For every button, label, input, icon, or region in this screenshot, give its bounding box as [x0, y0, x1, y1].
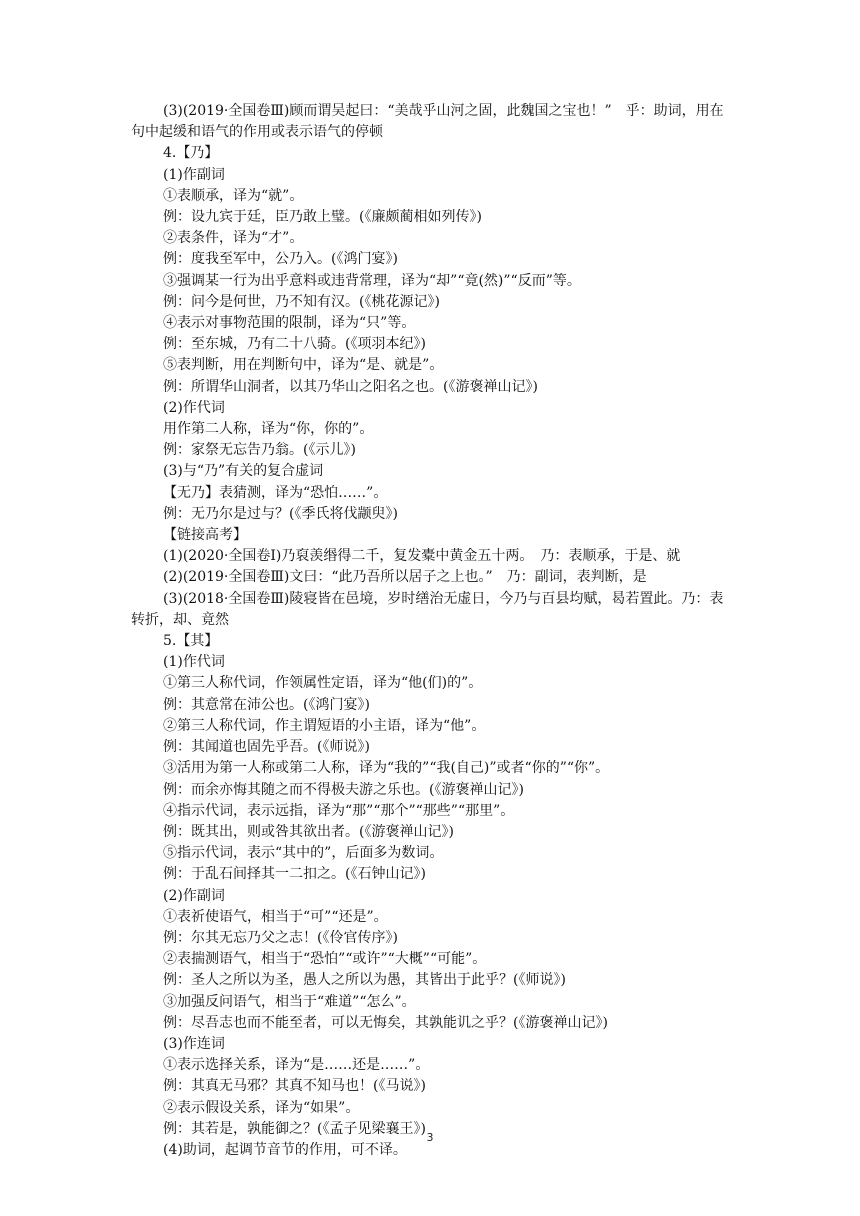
text-line: 4.【乃】: [163, 145, 219, 162]
text-line: (3)与“乃”有关的复合虚词: [163, 463, 324, 480]
text-line: 例：其意常在沛公也。(《鸿门宴》): [163, 696, 370, 713]
text-line: (2)(2019·全国卷Ⅲ)文曰：“此乃吾所以居子之上也。” 乃：副词，表判断，是: [163, 569, 647, 586]
text-line: (4)助词，起调节音节的作用，可不译。: [163, 1141, 407, 1158]
text-line: 【无乃】表猜测，译为“恐怕……”。: [163, 484, 388, 501]
text-line: 例：至东城，乃有二十八骑。(《项羽本纪》): [163, 336, 426, 353]
text-line: ①表祈使语气，相当于“可”“还是”。: [163, 908, 388, 925]
text-line: ②表条件，译为“才”。: [163, 230, 304, 247]
text-line: (2)作代词: [163, 399, 225, 416]
text-line: 例：家祭无忘告乃翁。(《示儿》): [163, 442, 356, 459]
text-line: 例：既其出，则或咎其欲出者。(《游褒禅山记》): [163, 823, 454, 840]
text-line: ①表示选择关系，译为“是……还是……”。: [163, 1057, 430, 1074]
text-line: (2)作副词: [163, 887, 225, 904]
text-line: ③强调某一行为出乎意料或违背常理，译为“却”“竟(然)”“反而”等。: [163, 272, 581, 289]
text-line: 用作第二人称，译为“你，你的”。: [163, 421, 374, 438]
text-line: ③加强反问语气，相当于“难道”“怎么”。: [163, 993, 416, 1010]
text-line: 例：设九宾于廷，臣乃敢上璧。(《廉颇蔺相如列传》): [163, 209, 482, 226]
text-line: 例：尽吾志也而不能至者，可以无悔矣，其孰能讥之乎？(《游褒禅山记》): [163, 1014, 608, 1031]
text-line: ④表示对事物范围的限制，译为“只”等。: [163, 315, 416, 332]
text-line: 例：度我至军中，公乃入。(《鸿门宴》): [163, 251, 398, 268]
text-line: 例：无乃尔是过与？(《季氏将伐颛臾》): [163, 505, 398, 522]
text-line: 例：于乱石间择其一二扣之。(《石钟山记》): [163, 866, 426, 883]
text-line: (3)(2019·全国卷Ⅲ)顾而谓吴起曰：“美哉乎山河之固，此魏国之宝也！” 乎：助词，用在句中起缓和语气的作用或表示语气的停顿: [131, 103, 724, 141]
text-line: (3)作连词: [163, 1035, 225, 1052]
text-line: ①第三人称代词，作领属性定语，译为“他(们)的”。: [163, 675, 483, 692]
text-line: (1)(2020·全国卷Ⅰ)乃裒羡缗得二千，复发橐中黄金五十两。 乃：表顺承，于是、就: [163, 548, 681, 565]
text-line: 例：其若是，孰能御之？(《孟子见梁襄王》): [163, 1120, 426, 1137]
text-line: ④指示代词，表示远指，译为“那”“那个”“那些”“那里”。: [163, 802, 515, 819]
text-line: (1)作代词: [163, 654, 225, 671]
text-line: ③活用为第一人称或第二人称，译为“我的”“我(自己)”或者“你的”“你”。: [163, 760, 610, 777]
text-line: ⑤指示代词，表示“其中的”，后面多为数词。: [163, 845, 444, 862]
text-line: (1)作副词: [163, 166, 225, 183]
text-line: 例：而余亦悔其随之而不得极夫游之乐也。(《游褒禅山记》): [163, 781, 524, 798]
text-line: ②第三人称代词，作主谓短语的小主语，译为“他”。: [163, 717, 486, 734]
page-number: 3: [426, 1131, 434, 1144]
text-line: ②表揣测语气，相当于“恐怕”“或许”“大概”“可能”。: [163, 951, 487, 968]
text-line: ②表示假设关系，译为“如果”。: [163, 1099, 360, 1116]
text-line: 例：其真无马邪？其真不知马也！(《马说》): [163, 1078, 426, 1095]
text-line: ①表顺承，译为“就”。: [163, 187, 304, 204]
text-line: 例：其闻道也固先乎吾。(《师说》): [163, 739, 370, 756]
text-line: 5.【其】: [163, 633, 219, 650]
document-body: [131, 101, 737, 1161]
text-line: 【链接高考】: [163, 527, 247, 544]
text-line: 例：尔其无忘乃父之志！(《伶官传序》): [163, 929, 398, 946]
text-line: 例：问今是何世，乃不知有汉。(《桃花源记》): [163, 293, 440, 310]
text-line: (3)(2018·全国卷Ⅲ)陵寝皆在邑境，岁时缮治无虚日，今乃与百县均赋，曷若置此。乃：表转折，却、竟然: [131, 590, 724, 628]
text-line: ⑤表判断，用在判断句中，译为“是、就是”。: [163, 357, 444, 374]
text-line: 例：所谓华山洞者，以其乃华山之阳名之也。(《游褒禅山记》): [163, 378, 538, 395]
text-line: 例：圣人之所以为圣，愚人之所以为愚，其皆出于此乎？(《师说》): [163, 972, 566, 989]
